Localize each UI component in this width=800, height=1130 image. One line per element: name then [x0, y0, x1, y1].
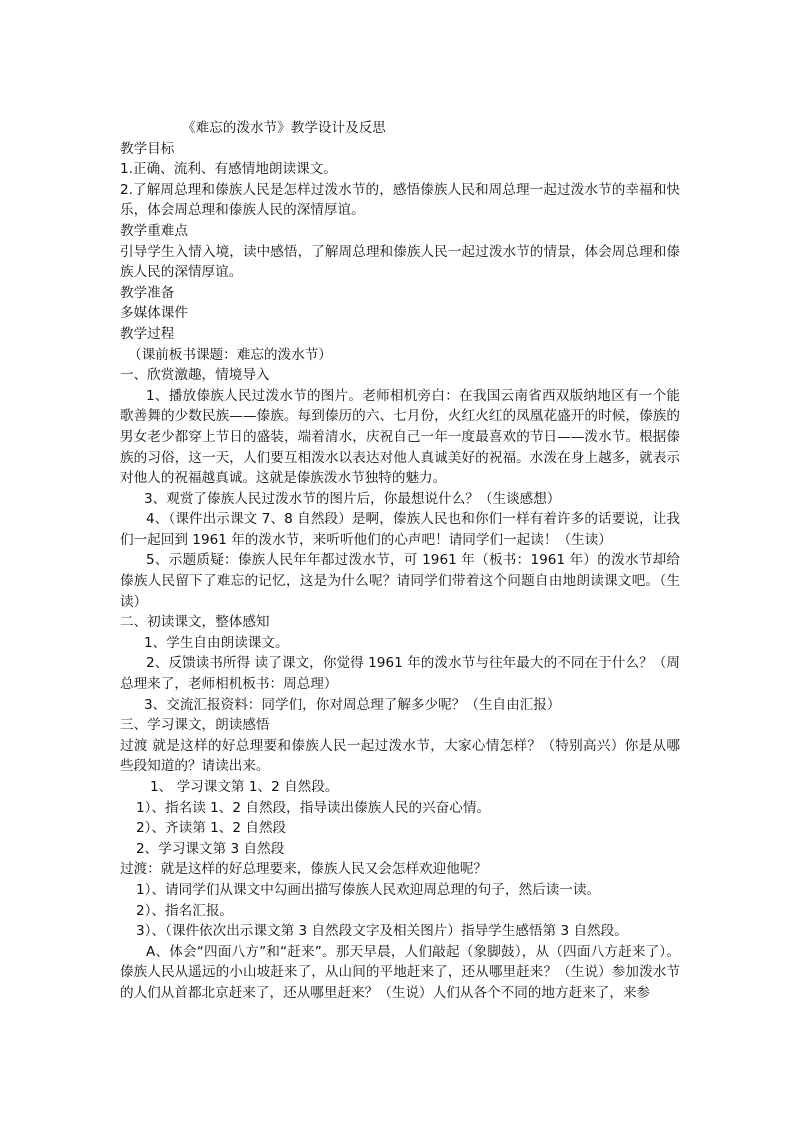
- document-title: 《难忘的泼水节》教学设计及反思: [182, 120, 386, 136]
- paragraph: 2）、指名汇报。: [136, 902, 234, 919]
- paragraph: 1、学生自由朗读课文。: [144, 634, 289, 651]
- paragraph: 5、示题质疑：傣族人民年年都过泼水节，可 1961 年（板书：1961 年）的泼水节却给傣族人民留下了难忘的记忆，这是为什么呢？请同学们带着这个问题自由地朗读课文吧。（生读）: [120, 552, 680, 610]
- document-lines: [120, 139, 680, 1004]
- paragraph: 多媒体课件: [120, 305, 188, 322]
- document-body: [120, 118, 680, 1004]
- paragraph: 一、欣赏激趣，情境导入: [120, 367, 270, 384]
- paragraph: 过渡：就是这样的好总理要来，傣族人民又会怎样欢迎他呢？: [120, 861, 488, 878]
- paragraph: 3、交流汇报资料：同学们，你对周总理了解多少呢？（生自由汇报）: [144, 696, 561, 713]
- paragraph: 3）、（课件依次出示课文第 3 自然段文字及相关图片）指导学生感悟第 3 自然段。: [136, 923, 628, 940]
- paragraph: 4、（课件出示课文 7、8 自然段）是啊，傣族人民也和你们一样有着许多的话要说，让我们一起回到 1961 年的泼水节，来听听他们的心声吧！请同学们一起读！（生读）: [120, 511, 680, 548]
- paragraph: 1、播放傣族人民过泼水节的图片。老师相机旁白：在我国云南省西双版纳地区有一个能歌善舞的少数民族——傣族。每到傣历的六、七月份，火红火红的凤凰花盛开的时候，傣族的男女老少都穿上节日的盛装，端着清水，庆祝自己一年一度最喜欢的节日——泼水节。根据傣族的习俗，这一天，人们要互相泼水以表达对他人真诚美好的祝福。水泼在身上越多，就表示对他人的祝福越真诚。这就是傣族泼水节独特的魅力。: [120, 387, 680, 487]
- paragraph: 2.了解周总理和傣族人民是怎样过泼水节的，感悟傣族人民和周总理一起过泼水节的幸福和快乐，体会周总理和傣族人民的深情厚谊。: [120, 181, 680, 219]
- paragraph: 二、初读课文，整体感知: [120, 614, 270, 631]
- paragraph: 3、观赏了傣族人民过泼水节的图片后，你最想说什么？（生谈感想）: [144, 490, 561, 507]
- paragraph: 2、学习课文第 3 自然段: [136, 840, 285, 857]
- paragraph: 1）、请同学们从课文中勾画出描写傣族人民欢迎周总理的句子，然后读一读。: [136, 881, 601, 898]
- section-heading: 教学重难点: [120, 222, 188, 239]
- paragraph: 过渡 就是这样的好总理要和傣族人民一起过泼水节，大家心情怎样？（特别高兴）你是从哪些段知道的？请读出来。: [120, 737, 680, 775]
- section-heading: 教学准备: [120, 284, 175, 301]
- section-heading: 教学过程: [120, 325, 175, 342]
- paragraph: 三、学习课文，朗读感悟: [120, 717, 270, 734]
- section-heading: 教学目标: [120, 140, 175, 157]
- paragraph: （课前板书课题：难忘的泼水节）: [128, 346, 332, 363]
- paragraph: 2）、齐读第 1、2 自然段: [136, 820, 287, 837]
- paragraph: A、体会“四面八方”和“赶来”。那天早晨，人们敲起（象脚鼓），从（四面八方赶来了）。傣族人民从遥远的小山坡赶来了，从山间的平地赶来了，还从哪里赶来？（生说）参加泼水节的人们从首都北京赶来了，还从哪里赶来？（生说）人们从各个不同的地方赶来了，来参: [120, 943, 680, 1001]
- paragraph: 1）、指名读 1、2 自然段，指导读出傣族人民的兴奋心情。: [136, 799, 491, 816]
- paragraph: 1、 学习课文第 1、2 自然段。: [150, 779, 339, 795]
- paragraph: 2、反馈读书所得 读了课文，你觉得 1961 年的泼水节与往年最大的不同在于什么？（周总理来了，老师相机板书：周总理）: [120, 655, 680, 693]
- paragraph: 引导学生入情入境，读中感悟，了解周总理和傣族人民一起过泼水节的情景，体会周总理和傣族人民的深情厚谊。: [120, 243, 680, 281]
- paragraph: 1.正确、流利、有感情地朗读课文。: [120, 161, 337, 178]
